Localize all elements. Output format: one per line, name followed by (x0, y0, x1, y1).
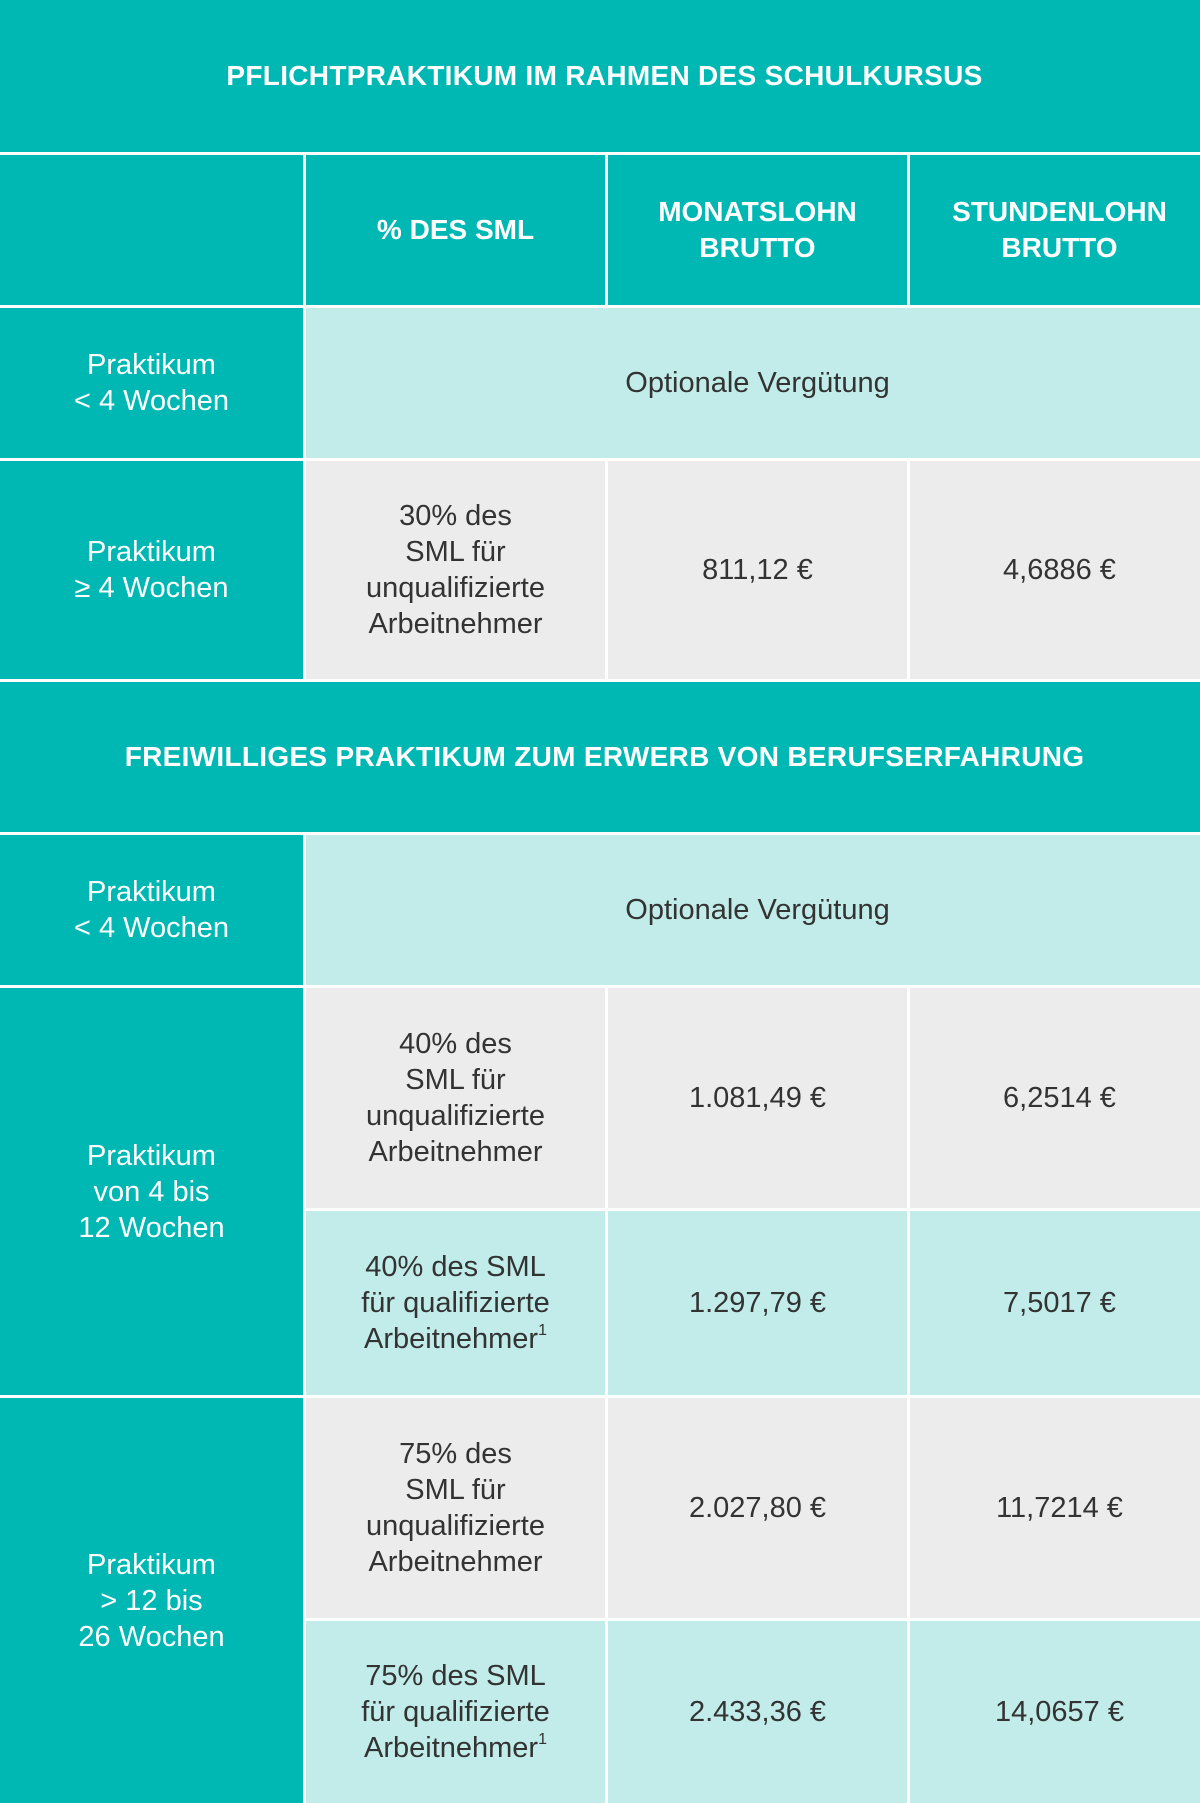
column-header-monthly: MONATSLOHN BRUTTO (608, 155, 907, 305)
column-header-hourly: STUNDENLOHN BRUTTO (910, 155, 1200, 305)
row-label: Praktikum < 4 Wochen (0, 835, 303, 985)
column-header-percent: % DES SML (306, 155, 605, 305)
monthly-wage-cell: 811,12 € (608, 461, 907, 679)
hourly-wage-cell: 7,5017 € (910, 1211, 1200, 1395)
column-header-empty (0, 155, 303, 305)
row-label: Praktikum von 4 bis 12 Wochen (0, 988, 303, 1395)
footnote-marker: 1 (538, 1731, 547, 1748)
monthly-wage-cell: 1.081,49 € (608, 988, 907, 1208)
optional-pay-cell: Optionale Vergütung (306, 835, 1200, 985)
row-label: Praktikum < 4 Wochen (0, 308, 303, 458)
percent-text: 75% des SML für qualifizierte Arbeitnehmer (361, 1660, 550, 1764)
section-title-mandatory: PFLICHTPRAKTIKUM IM RAHMEN DES SCHULKURSUS (0, 0, 1200, 152)
hourly-wage-cell: 14,0657 € (910, 1621, 1200, 1803)
hourly-wage-cell: 6,2514 € (910, 988, 1200, 1208)
monthly-wage-cell: 2.027,80 € (608, 1398, 907, 1618)
percent-cell (306, 1621, 605, 1803)
monthly-wage-cell: 2.433,36 € (608, 1621, 907, 1803)
footnote-marker: 1 (538, 1322, 547, 1339)
percent-cell: 40% des SML für unqualifizierte Arbeitnehmer (306, 988, 605, 1208)
hourly-wage-cell: 4,6886 € (910, 461, 1200, 679)
monthly-wage-cell: 1.297,79 € (608, 1211, 907, 1395)
percent-cell (306, 1211, 605, 1395)
row-label: Praktikum > 12 bis 26 Wochen (0, 1398, 303, 1803)
optional-pay-cell: Optionale Vergütung (306, 308, 1200, 458)
row-label: Praktikum ≥ 4 Wochen (0, 461, 303, 679)
section-title-voluntary: FREIWILLIGES PRAKTIKUM ZUM ERWERB VON BERUFSERFAHRUNG (0, 682, 1200, 832)
percent-cell: 30% des SML für unqualifizierte Arbeitnehmer (306, 461, 605, 679)
percent-text: 40% des SML für qualifizierte Arbeitnehmer (361, 1251, 550, 1355)
hourly-wage-cell: 11,7214 € (910, 1398, 1200, 1618)
percent-cell: 75% des SML für unqualifizierte Arbeitnehmer (306, 1398, 605, 1618)
